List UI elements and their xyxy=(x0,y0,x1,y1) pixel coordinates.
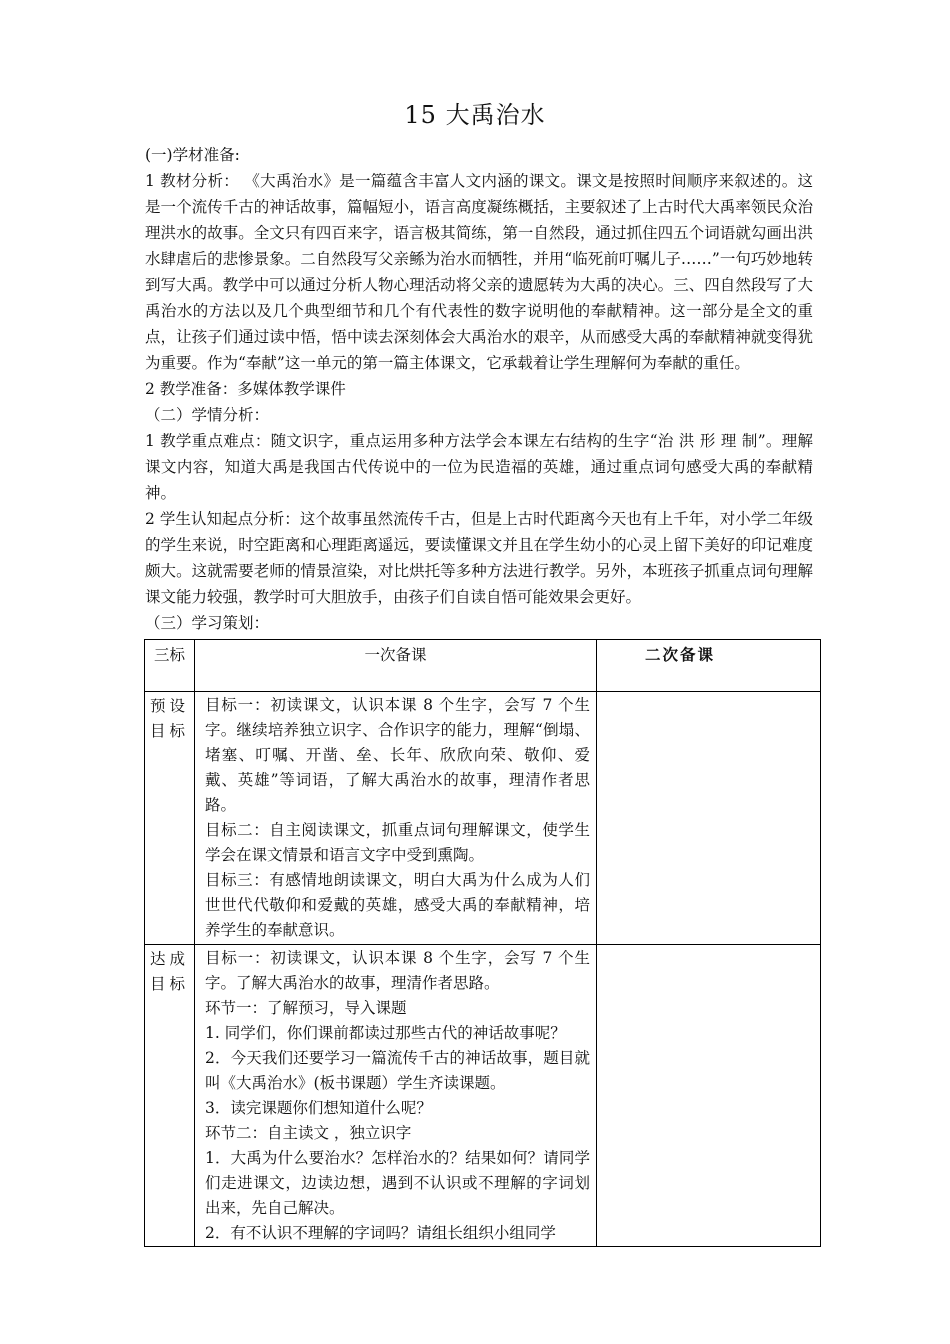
body-text xyxy=(145,142,813,636)
header-cell-second-prep: 二次备课 xyxy=(597,640,821,692)
table-header-row xyxy=(145,640,821,692)
lesson-plan-table xyxy=(144,639,821,1247)
row-label: 达成目标 xyxy=(145,945,195,1247)
cell-paragraph: 环节二：自主读文 ，独立识字 xyxy=(205,1124,412,1142)
cell-paragraph: 2．有不认识不理解的字词吗？请组长组织小组同学 xyxy=(205,1224,556,1242)
cell-paragraph: 2．今天我们还要学习一篇流传千古的神话故事，题目就叫《大禹治水》(板书课题）学生齐读课题。 xyxy=(205,1049,590,1092)
paragraph-teaching-prep: 2 教学准备：多媒体教学课件 xyxy=(145,380,346,398)
second-prep-cell xyxy=(597,945,821,1247)
header-cell-standards: 三标 xyxy=(145,640,195,692)
cell-paragraph: 目标二：自主阅读课文，抓重点词句理解课文，使学生学会在课文情景和语言文字中受到熏陶。 xyxy=(205,821,590,864)
header-cell-first-prep: 一次备课 xyxy=(195,640,597,692)
paragraph-textbook-analysis: 1 教材分析： 《大禹治水》是一篇蕴含丰富人文内涵的课文。课文是按照时间顺序来叙述的。这是一个流传千古的神话故事，篇幅短小，语言高度凝练概括，主要叙述了上古时代大禹率领民众治理洪水的故事。全文只有四百来字，语言极其简练，第一自然段，通过抓住四五个词语就勾画出洪水肆虐后的悲惨景象。二自然段写父亲鲧为治水而牺牲，并用“临死前叮嘱儿子……”一句巧妙地转到写大禹。教学中可以通过分析人物心理活动将父亲的遗愿转为大禹的决心。三、四自然段写了大禹治水的方法以及几个典型细节和几个有代表性的数字说明他的奉献精神。这一部分是全文的重点，让孩子们通过读中悟，悟中读去深刻体会大禹治水的艰辛，从而感受大禹的奉献精神就变得犹为重要。作为“奉献”这一单元的第一篇主体课文，它承载着让学生理解何为奉献的重任。 xyxy=(145,172,813,372)
second-prep-cell xyxy=(597,692,821,945)
cell-paragraph: 目标一：初读课文，认识本课 8 个生字，会写 7 个生字。了解大禹治水的故事，理清作者思路。 xyxy=(205,949,590,992)
section-heading-learning-plan: （三）学习策划： xyxy=(145,614,270,632)
paragraph-key-difficulty: 1 教学重点难点：随文识字，重点运用多种方法学会本课左右结构的生字“治 洪 形 理 制”。理解课文内容，知道大禹是我国古代传说中的一位为民造福的英雄，通过重点词句感受大禹的奉献精神。 xyxy=(145,432,813,502)
table-row xyxy=(145,692,821,945)
cell-paragraph: 1．大禹为什么要治水？怎样治水的？结果如何？请同学们走进课文，边读边想，遇到不认识或不理解的字词划出来，先自己解决。 xyxy=(205,1149,590,1217)
cell-paragraph: 3．读完课题你们想知道什么呢？ xyxy=(205,1099,432,1117)
first-prep-cell xyxy=(195,945,597,1247)
first-prep-cell xyxy=(195,692,597,945)
paragraph-cognitive-start: 2 学生认知起点分析：这个故事虽然流传千古，但是上古时代距离今天也有上千年，对小学二年级的学生来说，时空距离和心理距离遥远，要读懂课文并且在学生幼小的心灵上留下美好的印记难度颇大。这就需要老师的情景渲染，对比烘托等多种方法进行教学。另外，本班孩子抓重点词句理解课文能力较强，教学时可大胆放手，由孩子们自读自悟可能效果会更好。 xyxy=(145,510,813,606)
cell-paragraph: 1. 同学们，你们课前都读过那些古代的神话故事呢？ xyxy=(205,1024,566,1042)
row-label: 预设目标 xyxy=(145,692,195,945)
table-row xyxy=(145,945,821,1247)
section-heading-materials: (一)学材准备: xyxy=(145,146,240,164)
cell-paragraph: 环节一：了解预习，导入课题 xyxy=(205,999,407,1017)
cell-paragraph: 目标三：有感情地朗读课文，明白大禹为什么成为人们世世代代敬仰和爱戴的英雄，感受大禹的奉献精神，培养学生的奉献意识。 xyxy=(205,871,590,939)
page-title: 15 大禹治水 xyxy=(404,101,546,129)
cell-paragraph: 目标一：初读课文，认识本课 8 个生字，会写 7 个生字。继续培养独立识字、合作识字的能力，理解“倒塌、堵塞、叮嘱、开凿、垒、长年、欣欣向荣、敬仰、爱戴、英雄”等词语，了解大禹治水的故事，理清作者思路。 xyxy=(205,696,590,814)
section-heading-learner-analysis: （二）学情分析： xyxy=(145,406,270,424)
